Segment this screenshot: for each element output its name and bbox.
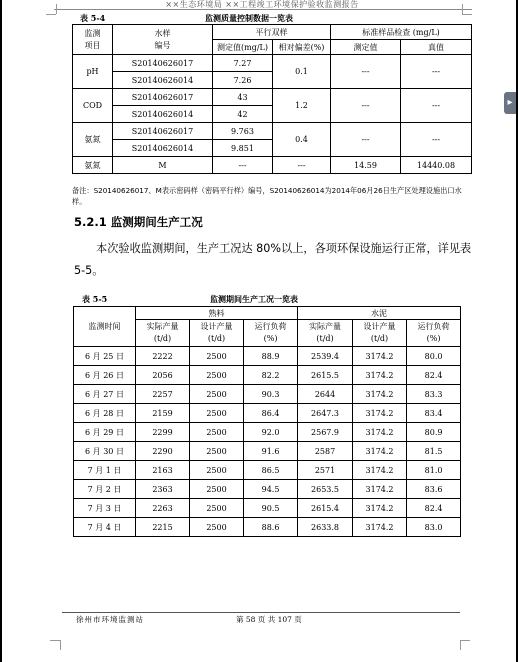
- crop-mark: [460, 640, 470, 641]
- table54-col-std-measured: 测定值: [331, 40, 401, 55]
- table55-cement-actual: 2539.4: [298, 347, 353, 366]
- table55-clinker-load: 86.4: [244, 404, 298, 423]
- table54-std-measured: 14.59: [331, 157, 401, 174]
- table55-clinker-actual: 2222: [136, 347, 190, 366]
- table55-clinker-load: 92.0: [244, 423, 298, 442]
- table55-cement-load: 83.6: [407, 480, 461, 499]
- table55-group-clinker: 熟料: [136, 307, 298, 320]
- table55-cement-actual: 2644: [298, 385, 353, 404]
- table55-cement-design: 3174.2: [353, 423, 407, 442]
- table55-clinker-load: 82.2: [244, 366, 298, 385]
- footer-organization: 徐州市环境监测站: [76, 615, 144, 624]
- table-row: [74, 461, 461, 480]
- table54-caption-number: 表 5-4: [80, 13, 106, 23]
- header-rule: [54, 9, 472, 10]
- table54-value: 43: [213, 89, 273, 106]
- table54-std-measured: ---: [331, 123, 401, 157]
- table-row: [74, 499, 461, 518]
- table55-clinker-design: 2500: [190, 423, 244, 442]
- table-row: [74, 442, 461, 461]
- table55-cement-load: 80.0: [407, 347, 461, 366]
- table55-clinker-actual: 2263: [136, 499, 190, 518]
- table55-clinker-design: 2500: [190, 499, 244, 518]
- table55-cement-load: 82.4: [407, 366, 461, 385]
- table55-clinker-actual: 2215: [136, 518, 190, 537]
- table-row: [74, 518, 461, 537]
- crop-mark: [462, 14, 472, 15]
- table55-cement-actual: 2647.3: [298, 404, 353, 423]
- table55-clinker-actual: 2056: [136, 366, 190, 385]
- table55-cement-actual: 2653.5: [298, 480, 353, 499]
- table55-cement-design: 3174.2: [353, 499, 407, 518]
- table55-cement-actual: 2567.9: [298, 423, 353, 442]
- table54-deviation: 0.1: [273, 55, 331, 89]
- table55-clinker-load: 91.6: [244, 442, 298, 461]
- table55-cement-actual: 2587: [298, 442, 353, 461]
- table55-cement-load: 83.4: [407, 404, 461, 423]
- table54-std-measured: ---: [331, 55, 401, 89]
- table55-cement-load: 83.3: [407, 385, 461, 404]
- table-row: [73, 89, 472, 106]
- viewer-edge-left: [0, 0, 2, 662]
- table55-h-actual: 实际产量 (t/d): [136, 320, 190, 347]
- table55-clinker-actual: 2290: [136, 442, 190, 461]
- crop-mark: [460, 640, 461, 650]
- table54-sample: S20140626017: [113, 123, 213, 140]
- table-row: [74, 366, 461, 385]
- table55-date: 6 月 26 日: [74, 366, 136, 385]
- table55-cement-actual: 2571: [298, 461, 353, 480]
- table55-h-design: 设计产量 (t/d): [190, 320, 244, 347]
- table55-clinker-design: 2500: [190, 385, 244, 404]
- table55-clinker-design: 2500: [190, 404, 244, 423]
- table-row: [73, 123, 472, 140]
- table55-cement-load: 81.0: [407, 461, 461, 480]
- table54-item: COD: [73, 89, 113, 123]
- table54-value: 9.763: [213, 123, 273, 140]
- table55-date: 7 月 1 日: [74, 461, 136, 480]
- running-header: ××生态环境局 ××工程竣工环境保护验收监测报告: [165, 0, 359, 9]
- table55-date: 7 月 3 日: [74, 499, 136, 518]
- table55-cement-design: 3174.2: [353, 385, 407, 404]
- table55-clinker-design: 2500: [190, 461, 244, 480]
- table54-std-measured: ---: [331, 89, 401, 123]
- table54-sample: S20140626014: [113, 140, 213, 157]
- table55-date: 7 月 2 日: [74, 480, 136, 499]
- table55-cement-design: 3174.2: [353, 480, 407, 499]
- crop-mark: [56, 4, 57, 14]
- table55-clinker-load: 86.5: [244, 461, 298, 480]
- table54-sample: S20140626014: [113, 72, 213, 89]
- table55-clinker-design: 2500: [190, 366, 244, 385]
- table55-caption-number: 表 5-5: [82, 294, 108, 304]
- crop-mark: [60, 640, 61, 650]
- table55-cement-load: 82.4: [407, 499, 461, 518]
- table55-clinker-design: 2500: [190, 442, 244, 461]
- table55-h-actual: 实际产量 (t/d): [298, 320, 353, 347]
- table55-caption-title: 监测期间生产工况一览表: [210, 294, 298, 304]
- table54-col-sample: 水样 编号: [113, 25, 213, 55]
- table55-clinker-load: 94.5: [244, 480, 298, 499]
- table55-col-time: 监测时间: [74, 307, 136, 347]
- table-row: [74, 480, 461, 499]
- table54-std-true: ---: [401, 89, 472, 123]
- table54-sample: M: [113, 157, 213, 174]
- table55-clinker-design: 2500: [190, 480, 244, 499]
- table55-h-design: 设计产量 (t/d): [353, 320, 407, 347]
- crop-mark: [46, 14, 56, 15]
- table54-deviation: 0.4: [273, 123, 331, 157]
- table54-value: ---: [213, 157, 273, 174]
- table-5-4: [72, 24, 472, 174]
- table54-deviation: 1.2: [273, 89, 331, 123]
- table54-value: 42: [213, 106, 273, 123]
- table54-col-item: 监测 项目: [73, 25, 113, 55]
- table55-cement-design: 3174.2: [353, 404, 407, 423]
- table-row: [73, 55, 472, 72]
- table55-cement-actual: 2615.5: [298, 366, 353, 385]
- table55-clinker-actual: 2299: [136, 423, 190, 442]
- table54-std-true: ---: [401, 55, 472, 89]
- section-heading: 5.2.1 监测期间生产工况: [74, 215, 203, 229]
- table55-clinker-load: 90.5: [244, 499, 298, 518]
- table55-cement-design: 3174.2: [353, 518, 407, 537]
- table-row: [73, 157, 472, 174]
- table54-col-std-true: 真值: [401, 40, 472, 55]
- table55-date: 6 月 29 日: [74, 423, 136, 442]
- table55-cement-actual: 2633.8: [298, 518, 353, 537]
- table-row: [74, 423, 461, 442]
- side-expand-button[interactable]: ▸: [504, 92, 516, 114]
- table55-h-load: 运行负荷 (%): [407, 320, 461, 347]
- table54-value: 7.26: [213, 72, 273, 89]
- table54-deviation: ---: [273, 157, 331, 174]
- table55-cement-design: 3174.2: [353, 461, 407, 480]
- table55-clinker-actual: 2163: [136, 461, 190, 480]
- table54-value: 7.27: [213, 55, 273, 72]
- table54-col-parallel: 平行双样: [213, 25, 331, 40]
- footer-rule: [62, 612, 460, 613]
- table55-clinker-load: 88.6: [244, 518, 298, 537]
- table55-clinker-design: 2500: [190, 518, 244, 537]
- table55-cement-load: 83.0: [407, 518, 461, 537]
- table55-clinker-load: 90.3: [244, 385, 298, 404]
- footer-page-number: 第 58 页 共 107 页: [236, 615, 302, 624]
- table55-date: 6 月 28 日: [74, 404, 136, 423]
- table55-date: 6 月 30 日: [74, 442, 136, 461]
- table55-group-cement: 水泥: [298, 307, 461, 320]
- table54-item: 氨氮: [73, 123, 113, 157]
- table55-cement-design: 3174.2: [353, 442, 407, 461]
- table55-cement-actual: 2615.4: [298, 499, 353, 518]
- table55-clinker-actual: 2257: [136, 385, 190, 404]
- table55-date: 6 月 27 日: [74, 385, 136, 404]
- crop-mark: [462, 4, 463, 14]
- table54-col-relative-deviation: 相对偏差(%): [273, 40, 331, 55]
- table55-clinker-actual: 2363: [136, 480, 190, 499]
- table54-col-measured: 测定值(mg/L): [213, 40, 273, 55]
- table54-std-true: ---: [401, 123, 472, 157]
- table55-clinker-actual: 2159: [136, 404, 190, 423]
- table55-clinker-design: 2500: [190, 347, 244, 366]
- table-5-5: [73, 306, 461, 537]
- table54-sample: S20140626014: [113, 106, 213, 123]
- table55-date: 7 月 4 日: [74, 518, 136, 537]
- table54-sample: S20140626017: [113, 89, 213, 106]
- table-row: [74, 385, 461, 404]
- table55-cement-design: 3174.2: [353, 366, 407, 385]
- table54-note: 备注：S20140626017、M表示密码样（密码平行样）编号，S20140626014为2014年06月26日生产区处理设施出口水样。: [72, 186, 462, 206]
- table54-col-standard: 标准样品检查 (mg/L): [331, 25, 472, 40]
- table55-h-load: 运行负荷 (%): [244, 320, 298, 347]
- body-paragraph: 本次验收监测期间，生产工况达 80%以上，各项环保设施运行正常，详见表 5-5。: [74, 242, 472, 277]
- table55-cement-load: 80.9: [407, 423, 461, 442]
- table54-sample: S20140626017: [113, 55, 213, 72]
- table54-std-true: 14440.08: [401, 157, 472, 174]
- table-row: [74, 404, 461, 423]
- table55-cement-design: 3174.2: [353, 347, 407, 366]
- table55-date: 6 月 25 日: [74, 347, 136, 366]
- table54-item: pH: [73, 55, 113, 89]
- table54-value: 9.851: [213, 140, 273, 157]
- crop-mark: [50, 640, 60, 641]
- table-row: [74, 347, 461, 366]
- table55-cement-load: 81.5: [407, 442, 461, 461]
- table54-caption-title: 监测质量控制数据一览表: [205, 13, 293, 23]
- table55-clinker-load: 88.9: [244, 347, 298, 366]
- table54-item: 氨氮: [73, 157, 113, 174]
